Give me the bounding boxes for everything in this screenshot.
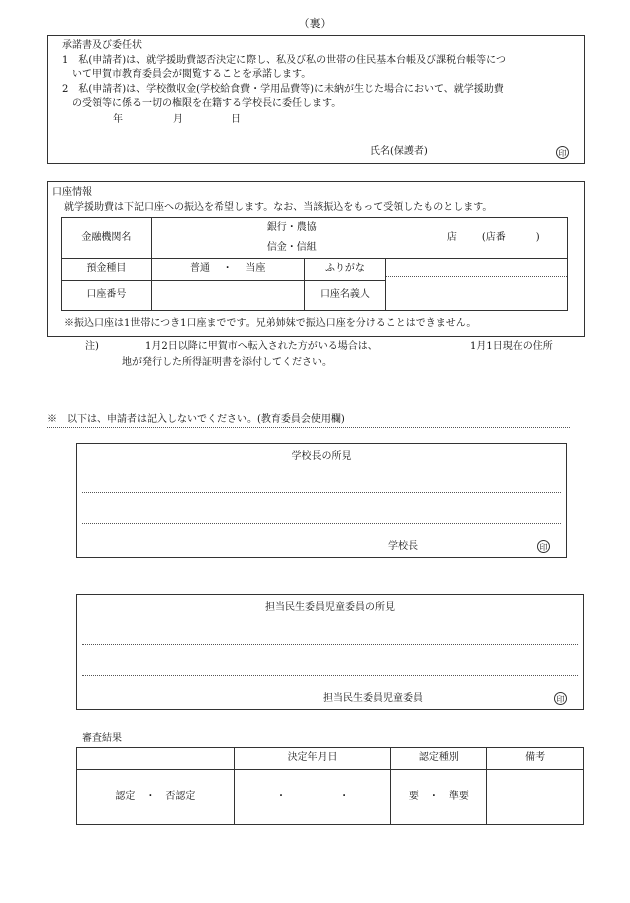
account-description: 就学援助費は下記口座への振込を希望します。なお、当該振込をもって受領したものとします。	[64, 202, 493, 213]
commissioner-opinion-title: 担当民生委員児童委員の所見	[265, 602, 395, 613]
office-use-notice-underline	[47, 427, 570, 428]
branch-number-label: (店番 )	[481, 232, 540, 243]
review-header-result	[77, 748, 235, 770]
consent-item1-line2: いて甲賀市教育委員会が閲覧することを承諾します。	[72, 69, 312, 80]
consent-date-day: 日	[231, 114, 241, 125]
commissioner-seal-icon: 印	[554, 692, 567, 705]
commissioner-opinion-line-2	[82, 675, 578, 676]
principal-opinion-box[interactable]	[76, 443, 567, 558]
note-line2: 地が発行した所得証明書を添付してください。	[122, 357, 332, 368]
commissioner-opinion-box[interactable]	[76, 594, 584, 710]
account-section	[47, 181, 585, 337]
note-line1-b: 1月1日現在の住所	[470, 341, 553, 352]
review-header-type: 認定種別	[391, 748, 487, 770]
account-holder-label: 口座名義人	[304, 281, 386, 311]
review-result-value[interactable]: 認定 ・ 否認定	[77, 770, 235, 825]
bank-type-option-1: 銀行・農協	[266, 222, 317, 233]
principal-sign-label: 学校長	[388, 541, 418, 552]
review-table	[76, 747, 584, 825]
consent-title: 承諾書及び委任状	[62, 40, 142, 51]
account-holder-field[interactable]	[386, 259, 568, 311]
review-header-date: 決定年月日	[234, 748, 391, 770]
note-line1-a: 1月2日以降に甲賀市へ転入された方がいる場合は、	[145, 341, 378, 352]
guardian-seal-icon: 印	[556, 146, 569, 159]
page-side-label: （裏）	[298, 17, 332, 30]
consent-item2-line1: 2 私(申請者)は、学校徴収金(学校給食費・学用品費等)に未納が生じた場合において、就学援助費	[62, 84, 504, 95]
deposit-option-ordinary: 普通	[189, 263, 210, 275]
review-date-field[interactable]	[234, 770, 391, 825]
review-date-dot-2: ・	[339, 790, 350, 802]
consent-item2-line2: の受領等に係る一切の権限を在籍する学校長に委任します。	[72, 98, 342, 109]
account-title: 口座情報	[52, 187, 92, 198]
principal-opinion-line-1	[82, 492, 561, 493]
account-number-field[interactable]	[151, 281, 304, 311]
deposit-option-current: 当座	[245, 263, 266, 275]
review-notes-field[interactable]	[487, 770, 584, 825]
review-header-notes: 備考	[487, 748, 584, 770]
principal-opinion-line-2	[82, 523, 561, 524]
office-use-notice: ※ 以下は、申請者は記入しないでください。(教育委員会使用欄)	[47, 414, 345, 425]
bank-type-option-2: 信金・信組	[266, 242, 317, 253]
commissioner-opinion-line-1	[82, 644, 578, 645]
note-label: 注)	[85, 341, 99, 352]
deposit-type-label: 預金種目	[62, 259, 152, 281]
consent-date-year: 年	[113, 114, 123, 125]
consent-section	[47, 35, 585, 164]
deposit-option-separator: ・	[222, 263, 233, 275]
furigana-label: ふりがな	[304, 259, 386, 281]
bank-name-label: 金融機関名	[62, 218, 152, 259]
branch-label: 店	[446, 232, 457, 243]
review-type-value[interactable]: 要 ・ 準要	[391, 770, 487, 825]
consent-date-month: 月	[173, 114, 183, 125]
review-title: 審査結果	[82, 733, 122, 744]
commissioner-sign-label: 担当民生委員児童委員	[323, 693, 423, 704]
guardian-name-label: 氏名(保護者)	[370, 146, 428, 157]
consent-item1-line1: 1 私(申請者)は、就学援助費認否決定に際し、私及び私の世帯の住民基本台帳及び課税台帳等につ	[62, 55, 506, 66]
account-table	[61, 217, 568, 311]
account-number-label: 口座番号	[62, 281, 152, 311]
bank-name-field[interactable]	[151, 218, 567, 259]
review-date-dot-1: ・	[275, 790, 286, 802]
deposit-type-field[interactable]	[151, 259, 304, 281]
principal-opinion-title: 学校長の所見	[291, 451, 352, 462]
account-note: ※振込口座は1世帯につき1口座までです。兄弟姉妹で振込口座を分けることはできません。	[64, 318, 477, 329]
principal-seal-icon: 印	[537, 540, 550, 553]
furigana-divider	[386, 276, 567, 277]
